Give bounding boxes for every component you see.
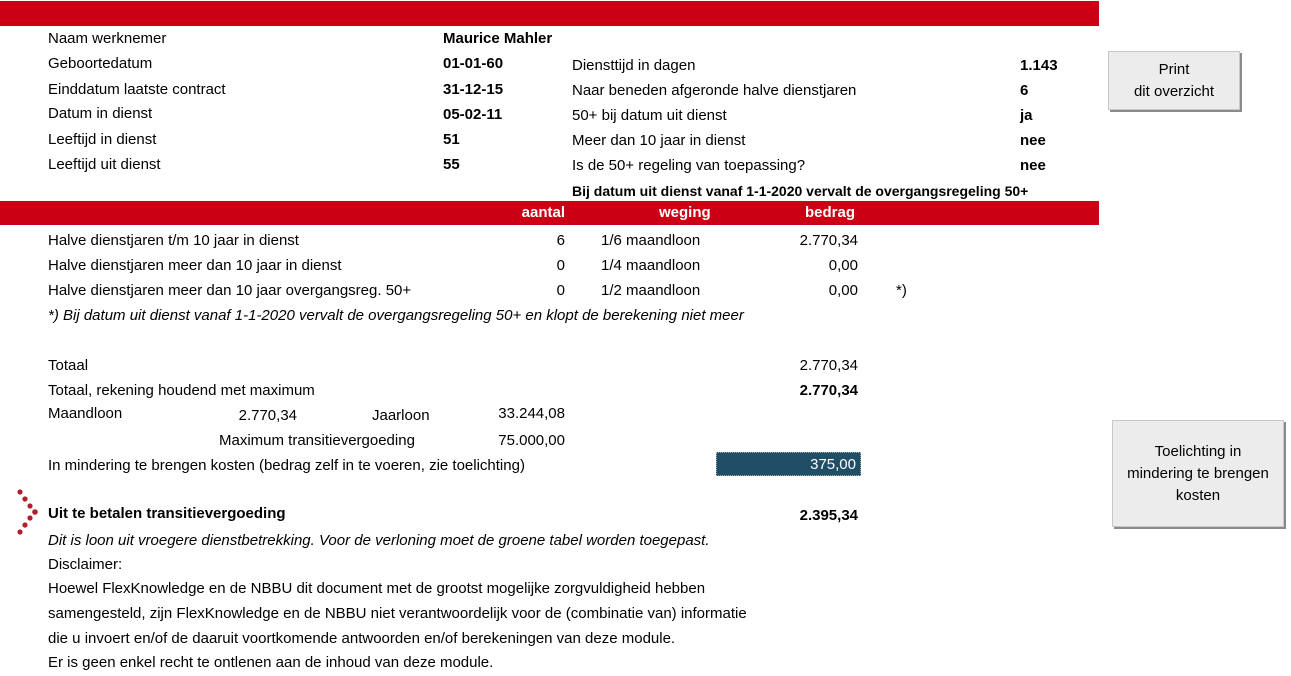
- name-value: Maurice Mahler: [443, 30, 553, 47]
- fifty-plus-label: 50+ bij datum uit dienst: [572, 107, 727, 124]
- row-bedrag: 0,00: [828, 282, 858, 299]
- fifty-plus-value: ja: [1020, 107, 1033, 124]
- kosten-label: In mindering te brengen kosten (bedrag zelf in te voeren, zie toelichting): [48, 457, 525, 474]
- table-header-bar: [0, 201, 1099, 225]
- totaal-max-label: Totaal, rekening houdend met maximum: [48, 382, 315, 399]
- disclaimer-title: Disclaimer:: [48, 556, 123, 573]
- maandloon-label: Maandloon: [48, 405, 123, 422]
- maandloon-value: 2.770,34: [238, 407, 297, 424]
- disclaimer-line: Er is geen enkel recht te ontlenen aan de inhoud van deze module.: [48, 654, 494, 671]
- halfyears-value: 6: [1020, 82, 1029, 99]
- max-transitie-label: Maximum transitievergoeding: [219, 432, 415, 449]
- totaal-value: 2.770,34: [799, 357, 858, 374]
- row-aantal: 0: [556, 282, 565, 299]
- row-label: Halve dienstjaren meer dan 10 jaar overgangsreg. 50+: [48, 282, 412, 299]
- row-aantal: 0: [556, 257, 565, 274]
- header-weging: weging: [659, 204, 711, 221]
- toelichting-button[interactable]: [1112, 420, 1284, 527]
- uit-te-betalen-label: Uit te betalen transitievergoeding: [48, 505, 286, 522]
- toelichting-label-1: Toelichting in: [1154, 442, 1242, 460]
- totaal-max-value: 2.770,34: [799, 382, 858, 399]
- age-start-label: Leeftijd in dienst: [48, 131, 157, 148]
- uit-te-betalen-value: 2.395,34: [799, 507, 858, 524]
- ten-years-value: nee: [1020, 132, 1046, 149]
- service-days-value: 1.143: [1020, 57, 1058, 74]
- regeling-value: nee: [1020, 157, 1046, 174]
- loon-note: Dit is loon uit vroegere dienstbetrekking. Voor de verloning moet de groene tabel worden toegepast.: [48, 532, 710, 549]
- row-bedrag: 0,00: [828, 257, 858, 274]
- disclaimer-line: die u invoert en/of de daaruit voortkomende antwoorden en/of berekeningen van deze module.: [48, 630, 676, 647]
- ten-years-label: Meer dan 10 jaar in dienst: [572, 132, 746, 149]
- halfyears-label: Naar beneden afgeronde halve dienstjaren: [572, 82, 857, 99]
- service-days-label: Diensttijd in dagen: [572, 57, 696, 74]
- print-button-label-2: dit overzicht: [1133, 82, 1215, 100]
- jaarloon-label: Jaarloon: [372, 407, 430, 424]
- top-red-bar: [0, 1, 1099, 26]
- row-weging: 1/4 maandloon: [601, 257, 701, 274]
- row-bedrag: 2.770,34: [799, 232, 858, 249]
- kosten-input[interactable]: 375,00: [716, 452, 861, 476]
- disclaimer-line: samengesteld, zijn FlexKnowledge en de NBBU niet verantwoordelijk voor de (combinatie van) informatie: [48, 605, 747, 622]
- contract-end-value: 31-12-15: [443, 81, 504, 98]
- header-bedrag: bedrag: [805, 204, 856, 221]
- chevron-marker-icon: [14, 487, 44, 537]
- jaarloon-value: 33.244,08: [498, 405, 565, 422]
- regeling-label: Is de 50+ regeling van toepassing?: [572, 157, 806, 174]
- totaal-label: Totaal: [48, 357, 89, 374]
- print-button[interactable]: [1108, 51, 1240, 110]
- toelichting-label-3: kosten: [1175, 486, 1221, 504]
- row-note: *): [896, 282, 907, 299]
- row-label: Halve dienstjaren t/m 10 jaar in dienst: [48, 232, 299, 249]
- overgangsregeling-notice: Bij datum uit dienst vanaf 1-1-2020 vervalt de overgangsregeling 50+: [572, 183, 1029, 199]
- start-date-value: 05-02-11: [443, 106, 503, 123]
- max-transitie-value: 75.000,00: [498, 432, 565, 449]
- age-end-value: 55: [443, 156, 460, 173]
- disclaimer-line: Hoewel FlexKnowledge en de NBBU dit document met de grootst mogelijke zorgvuldigheid hebben: [48, 580, 706, 597]
- age-end-label: Leeftijd uit dienst: [48, 156, 161, 173]
- contract-end-label: Einddatum laatste contract: [48, 81, 226, 98]
- row-weging: 1/6 maandloon: [601, 232, 701, 249]
- row-label: Halve dienstjaren meer dan 10 jaar in dienst: [48, 257, 342, 274]
- header-aantal: aantal: [521, 204, 565, 221]
- row-aantal: 6: [556, 232, 565, 249]
- print-button-label-1: Print: [1158, 60, 1190, 78]
- name-label: Naam werknemer: [48, 30, 167, 47]
- table-footnote: *) Bij datum uit dienst vanaf 1-1-2020 vervalt de overgangsregeling 50+ en klopt de berekening niet meer: [48, 307, 744, 324]
- toelichting-label-2: mindering te brengen: [1127, 464, 1269, 482]
- start-date-label: Datum in dienst: [48, 105, 153, 122]
- birth-label: Geboortedatum: [48, 55, 153, 72]
- age-start-value: 51: [443, 131, 460, 148]
- row-weging: 1/2 maandloon: [601, 282, 701, 299]
- birth-value: 01-01-60: [443, 55, 504, 72]
